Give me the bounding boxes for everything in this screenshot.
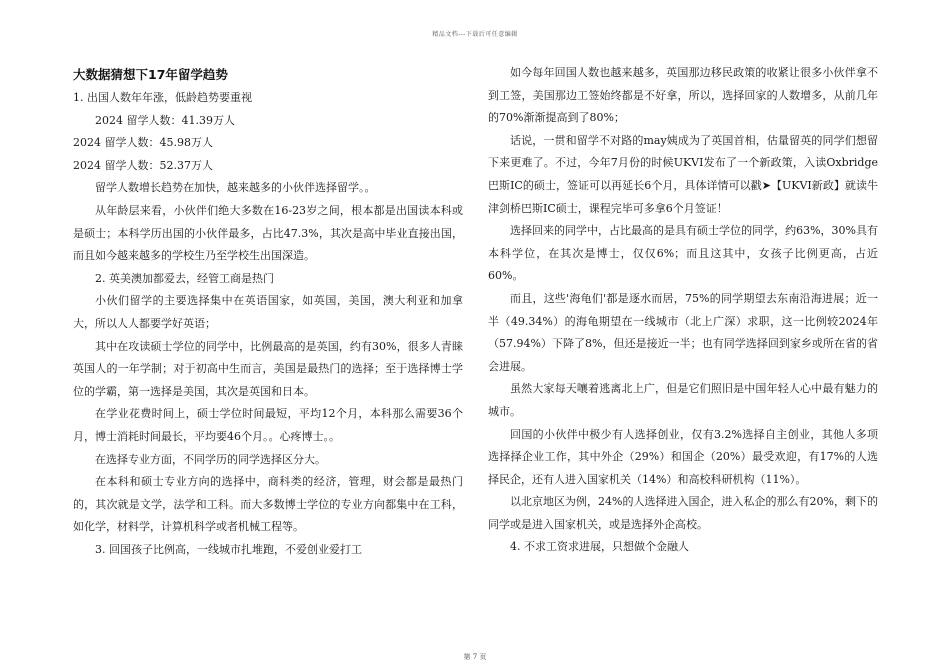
- section-heading-3: 3. 回国孩子比例高，一线城市扎堆跑，不爱创业爱打工: [95, 542, 362, 556]
- body-paragraph: 在本科和硕士专业方向的选择中，商科类的经济，管理，财会都是最热门的，其次就是文学，法学和工科。而大多数博士学位的专业方向都集中在工科，如化学，材料学，计算机科学或者机械工程等。: [73, 475, 463, 534]
- page-number: 第 7 页: [463, 653, 487, 661]
- body-paragraph: 留学人数增长趋势在加快，越来越多的小伙伴选择留学。。: [95, 181, 376, 195]
- body-paragraph: 如今每年回国人数也越来越多，英国那边移民政策的收紧让很多小伙伴拿不到工签，美国那边工签始终都是不好拿，所以，选择回家的人数增多，从前几年的70%渐渐提高到了80%；: [488, 66, 878, 125]
- body-paragraph: 小伙们留学的主要选择集中在英语国家，如英国，美国，澳大利亚和加拿大，所以人人都要学好英语；: [73, 294, 463, 330]
- body-paragraph: 以北京地区为例，24%的人选择进入国企，进入私企的那么有20%，剩下的同学或是进入国家机关，或是选择外企高校。: [488, 495, 878, 531]
- body-paragraph: 而且，这些'海龟们'都是逐水而居，75%的同学期望去东南沿海进展；近一半（49.34%）的海龟期望在一线城市（北上广深）求职，这一比例较2024年（57.94%）下降了8%，但还是接近一半；也有同学选择回到家乡或所在省的省会进展。: [488, 291, 878, 373]
- section-heading-4: 4. 不求工资求进展，只想做个金融人: [510, 540, 689, 554]
- section-heading-1: 1. 出国人数年年涨，低龄趋势要重视: [73, 91, 252, 104]
- body-paragraph: 回国的小伙伴中极少有人选择创业，仅有3.2%选择自主创业，其他人多项选择择企业工作，其中外企（29%）和国企（20%）最受欢迎，有17%的人选择民企，还有人进入国家机关（14%）和高校科研机构（11%）。: [488, 427, 878, 486]
- body-paragraph: 虽然大家每天嚷着逃离北上广，但是它们照旧是中国年轻人心中最有魅力的城市。: [488, 382, 878, 418]
- right-column: [488, 62, 878, 559]
- body-paragraph: 话说，一贯和留学不对路的may姨成为了英国首相，估量留英的同学们想留下来更难了。不过，今年7月份的时候UKVI发布了一个新政策，入读Oxbridge巴斯IC的硕士，签证可以再延长6个月，具体详情可以戳➤【UKVI新政】就读牛津剑桥巴斯IC硕士，课程完毕可多拿6个月签证！: [488, 133, 878, 215]
- page-header: 精品文档---下载后可任意编辑: [432, 31, 518, 38]
- stat-line-1: 2024 留学人数：41.39万人: [95, 113, 235, 127]
- left-column: [73, 62, 463, 561]
- body-paragraph: 在学业花费时间上，硕士学位时间最短，平均12个月，本科那么需要36个月，博士消耗时间最长，平均要46个月。。心疼博士。。: [73, 407, 463, 443]
- body-paragraph: 在选择专业方面，不同学历的同学选择区分大。: [95, 452, 326, 466]
- body-paragraph: 选择回来的同学中，占比最高的是具有硕士学位的同学，约63%，30%具有本科学位，在其次是博士，仅仅6%；而且这其中，女孩子比例更高，占近60%。: [488, 224, 878, 283]
- article-title: 大数据猜想下17年留学趋势: [73, 67, 228, 82]
- section-heading-2: 2. 英美澳加都爱去，经管工商是热门: [95, 271, 274, 285]
- body-paragraph: 从年龄层来看，小伙伴们绝大多数在16-23岁之间，根本都是出国读本科或是硕士；本科学历出国的小伙伴最多，占比47.3%，其次是高中毕业直接出国，而且如今越来越多的学校生乃至学校生出国深造。: [73, 203, 463, 263]
- stat-line-2: 2024 留学人数：45.98万人: [73, 136, 213, 150]
- stat-line-3: 2024 留学人数：52.37万人: [73, 158, 213, 172]
- body-paragraph: 其中在攻读硕士学位的同学中，比例最高的是英国，约有30%，很多人青睐英国人的一年学制；对于初高中生而言，美国是最热门的选择；至于选择博士学位的学霸，第一选择是美国，其次是英国和日本。: [73, 339, 463, 398]
